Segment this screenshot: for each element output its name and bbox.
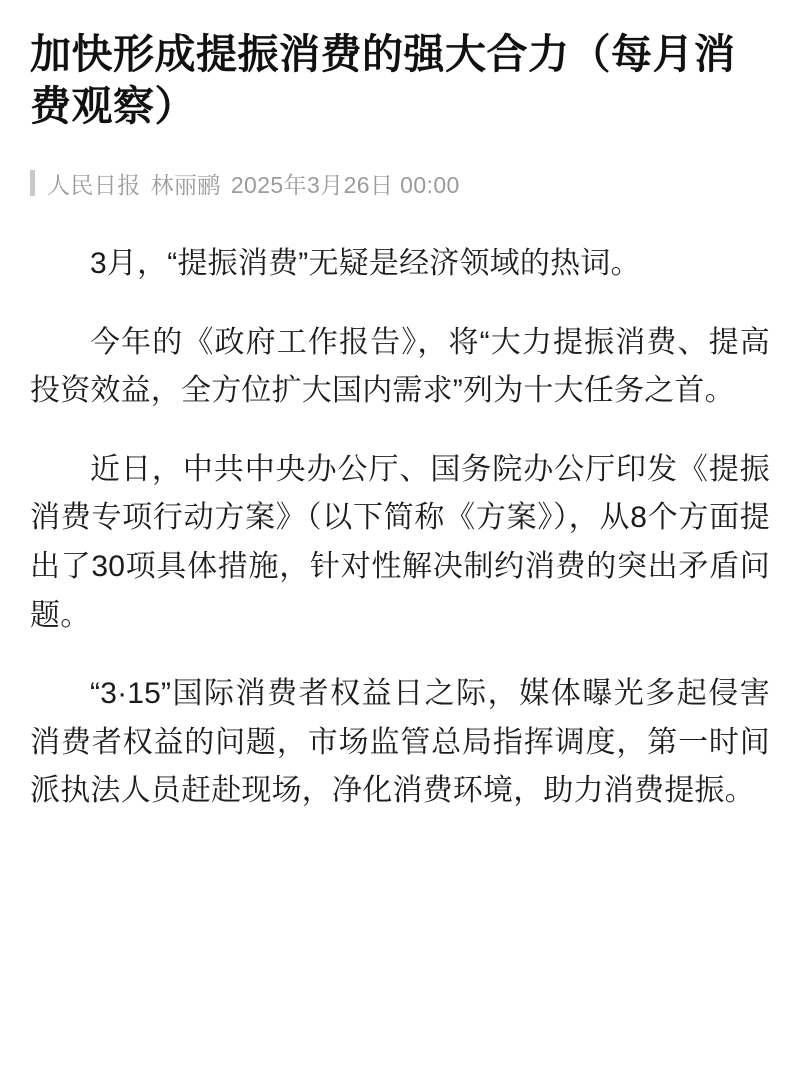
meta-source: 人民日报 [47,171,141,198]
meta-text-group [47,167,460,200]
paragraph: 近日，中共中央办公厅、国务院办公厅印发《提振消费专项行动方案》（以下简称《方案》），从8个方面提出了30项具体措施，针对性解决制约消费的突出矛盾问题。 [30,452,770,632]
meta-author: 林丽鹂 [150,171,221,198]
paragraph: 3月，“提振消费”无疑是经济领域的热词。 [90,246,641,280]
page-title: 加快形成提振消费的强大合力（每月消费观察） [30,31,736,130]
article-meta [30,167,770,200]
paragraph: “3·15”国际消费者权益日之际，媒体曝光多起侵害消费者权益的问题，市场监管总局指挥调度，第一时间派执法人员赶赴现场，净化消费环境，助力消费提振。 [30,677,770,808]
meta-datetime: 2025年3月26日 00:00 [230,171,460,198]
meta-accent-bar [30,170,35,196]
paragraph: 今年的《政府工作报告》，将“大力提振消费、提高投资效益，全方位扩大国内需求”列为十大任务之首。 [30,325,770,408]
article-body [30,240,770,816]
